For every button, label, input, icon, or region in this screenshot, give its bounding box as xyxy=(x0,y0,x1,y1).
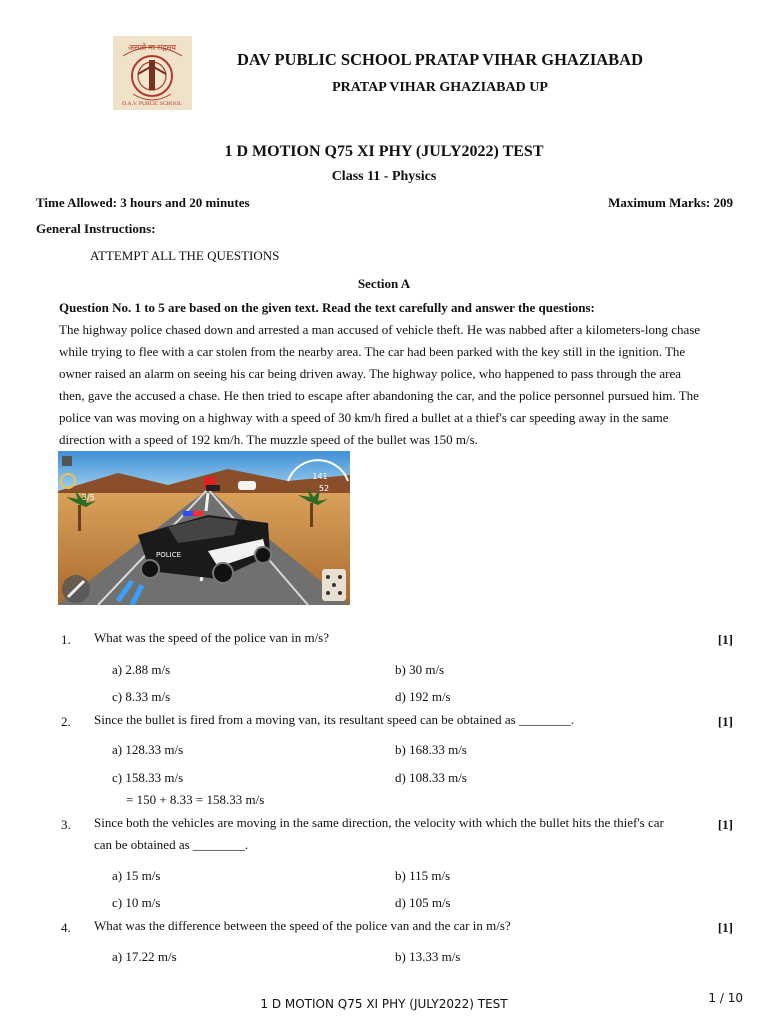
hud-speed: 141 xyxy=(312,472,328,481)
section-title: Section A xyxy=(357,276,411,291)
option-a: a) 128.33 m/s xyxy=(112,742,184,757)
question-text xyxy=(94,915,511,937)
passage-line: police van was moving on a highway with a speed of 30 km/h fired a bullet at a thief's car speeding away in the same xyxy=(59,410,669,425)
instruction-text: ATTEMPT ALL THE QUESTIONS xyxy=(90,248,280,263)
option-b: b) 13.33 m/s xyxy=(395,949,461,964)
answer-working: = 150 + 8.33 = 158.33 m/s xyxy=(126,792,265,807)
hud-counter: 3/5 xyxy=(82,493,95,502)
school-logo xyxy=(113,36,192,110)
question-marks: [1] xyxy=(717,714,733,729)
option-c: c) 158.33 m/s xyxy=(112,770,184,785)
question-number: 3. xyxy=(61,817,71,832)
question-text-line: Since both the vehicles are moving in the same direction, the velocity with which the bullet hits the thief's car xyxy=(94,815,664,830)
option-c: c) 8.33 m/s xyxy=(112,689,171,704)
logo-motto: असतो मा सद्गमय xyxy=(127,43,177,52)
case-study-passage xyxy=(59,319,735,451)
school-name: DAV PUBLIC SCHOOL PRATAP VIHAR GHAZIABAD xyxy=(237,50,643,69)
passage-line: while trying to flee with a car stolen from the nearby area. The car had been parked with the key still in the ignition. The xyxy=(59,344,686,359)
option-d: d) 105 m/s xyxy=(395,895,451,910)
hud-speed-sub: 52 xyxy=(318,484,330,493)
option-c: c) 10 m/s xyxy=(112,895,161,910)
question-text xyxy=(94,709,574,731)
question-number: 1. xyxy=(61,632,71,647)
option-b: b) 168.33 m/s xyxy=(395,742,467,757)
passage-line: owner raised an alarm on seeing his car being driven away. The highway police, who happened to pass through the area xyxy=(59,366,681,381)
question-number: 2. xyxy=(61,714,71,729)
time-allowed: Time Allowed: 3 hours and 20 minutes xyxy=(36,195,250,210)
question-text xyxy=(94,812,694,856)
question-text-line: What was the speed of the police van in m/s? xyxy=(94,630,330,645)
class-subject: Class 11 - Physics xyxy=(331,169,437,184)
general-instructions-heading: General Instructions: xyxy=(36,221,156,236)
passage-line: direction with a speed of 192 km/h. The muzzle speed of the bullet was 150 m/s. xyxy=(59,432,478,447)
option-a: a) 2.88 m/s xyxy=(112,662,171,677)
passage-line: The highway police chased down and arrested a man accused of vehicle theft. He was nabbed after a kilometers-long chase xyxy=(59,322,701,337)
page-number: 1 / 10 xyxy=(708,991,743,1005)
maximum-marks: Maximum Marks: 209 xyxy=(608,195,733,210)
question-marks: [1] xyxy=(717,632,733,647)
logo-school-text: D.A.V. PUBLIC SCHOOL xyxy=(122,101,182,107)
option-d: d) 108.33 m/s xyxy=(395,770,467,785)
school-address: PRATAP VIHAR GHAZIABAD UP xyxy=(332,80,548,95)
car-label: POLICE xyxy=(156,551,182,559)
passage-line: then, gave the accused a chase. He then tried to escape after abandoning the car, and the police personnel pursued him. The xyxy=(59,388,699,403)
test-title: 1 D MOTION Q75 XI PHY (JULY2022) TEST xyxy=(224,143,544,160)
question-text-line: Since the bullet is fired from a moving van, its resultant speed can be obtained as ________. xyxy=(94,712,575,727)
option-a: a) 15 m/s xyxy=(112,868,161,883)
page-footer-title: 1 D MOTION Q75 XI PHY (JULY2022) TEST xyxy=(260,997,508,1011)
question-text-line: What was the difference between the speed of the police van and the car in m/s? xyxy=(94,918,511,933)
option-a: a) 17.22 m/s xyxy=(112,949,177,964)
option-d: d) 192 m/s xyxy=(395,689,451,704)
question-marks: [1] xyxy=(717,920,733,935)
question-number: 4. xyxy=(61,920,71,935)
question-marks: [1] xyxy=(717,817,733,832)
option-b: b) 30 m/s xyxy=(395,662,445,677)
question-text-line: can be obtained as ________. xyxy=(94,837,249,852)
case-study-note: Question No. 1 to 5 are based on the given text. Read the text carefully and answer the questions: xyxy=(59,300,595,315)
option-b: b) 115 m/s xyxy=(395,868,451,883)
question-text xyxy=(94,627,329,649)
police-car-game-image xyxy=(58,451,350,605)
